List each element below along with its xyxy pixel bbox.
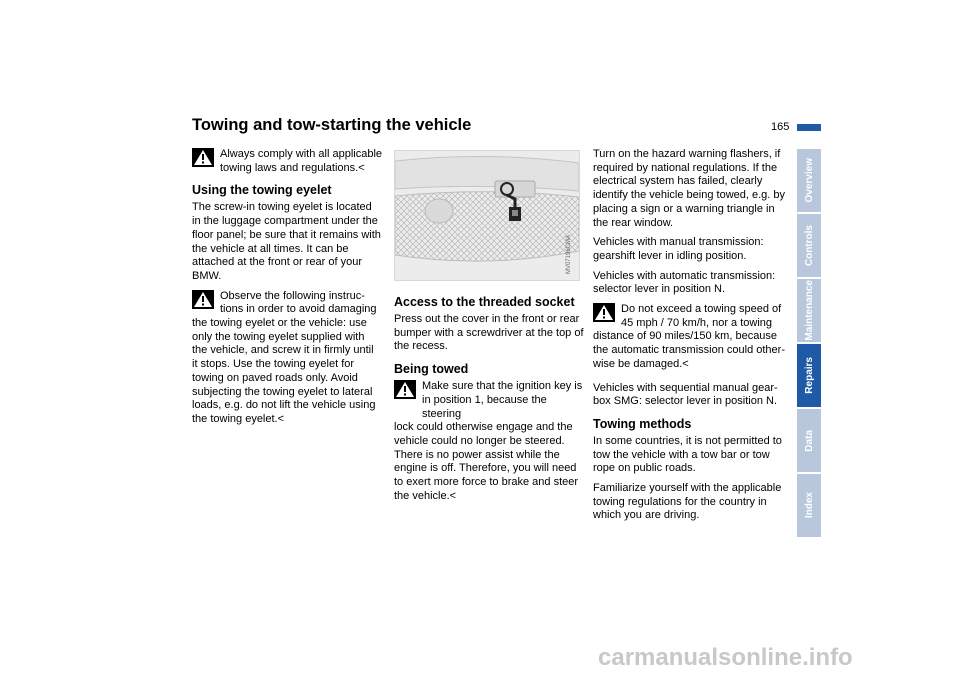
paragraph: Familiarize yourself with the applicable towing regulations for the country in which you are driving. <box>593 482 782 522</box>
section-heading: Access to the threaded socket <box>394 295 575 309</box>
tab-label: Maintenance <box>803 280 815 341</box>
warning-triangle-icon <box>593 303 615 322</box>
tab-repairs[interactable] <box>797 344 821 407</box>
warning-block <box>192 290 382 427</box>
paragraph: The screw-in towing eyelet is located in the luggage compartment under the floor panel; be sure that it remains with the vehicle at all times. It can be attached at the front or rear of your BMW. <box>192 201 381 282</box>
warning-text: Always comply with all applicable towing laws and regulations.< <box>220 148 383 174</box>
tab-controls[interactable] <box>797 214 821 277</box>
figure-code: MV07196CMA <box>566 234 573 274</box>
warning-block <box>394 380 584 503</box>
column-middle <box>394 148 584 509</box>
warning-text-lead: Make sure that the ignition key is in position 1, because the steering <box>422 380 583 420</box>
bumper-drawing <box>395 151 579 280</box>
warning-text-lead: Do not exceed a towing speed of 45 mph / 70 km/h, nor a towing <box>621 303 782 329</box>
paragraph: Vehicles with automatic transmission: selector lever in position N. <box>593 269 776 296</box>
warning-text-lead: Observe the following instruc-tions in order to avoid damaging <box>220 289 377 316</box>
tab-maintenance[interactable] <box>797 279 821 342</box>
watermark: carmanualsonline.info <box>598 644 853 671</box>
paragraph: Press out the cover in the front or rear bumper with a screwdriver at the top of the recess. <box>394 313 584 353</box>
tab-label: Controls <box>803 224 815 267</box>
section-heading: Towing methods <box>593 416 692 431</box>
paragraph: In some countries, it is not permitted to tow the vehicle with a tow bar or tow rope on public roads. <box>593 434 782 475</box>
tab-label: Data <box>803 429 815 452</box>
towing-eyelet-illustration <box>394 150 580 281</box>
paragraph: Turn on the hazard warning flashers, if required by national regulations. If the electrical system has failed, clearly identify the vehicle being towed, e.g. by placing a sign or a warning triangle in the rear window. <box>593 148 786 229</box>
chapter-tabs <box>797 149 821 539</box>
paragraph: Vehicles with sequential manual gear-box SMG: selector lever in position N. <box>593 381 778 408</box>
warning-triangle-icon <box>192 290 214 309</box>
tab-overview[interactable] <box>797 149 821 212</box>
warning-text-rest: the towing eyelet or the vehicle: use only the towing eyelet supplied with the vehicle, and screw it in firmly until it stops. Use the towing eyelet for towing on paved roads only. Avoid subjecting the towing eyelet to lateral loads, e.g. do not lift the vehicle using the towing eyelet.< <box>192 317 376 425</box>
warning-triangle-icon <box>192 148 214 167</box>
warning-block <box>192 148 382 175</box>
page-number: 165 <box>771 121 790 133</box>
section-heading: Using the towing eyelet <box>192 183 332 198</box>
tab-label: Repairs <box>803 357 815 394</box>
warning-triangle-icon <box>394 380 416 399</box>
column-left <box>192 148 382 433</box>
tab-label: Overview <box>803 158 815 203</box>
warning-block <box>593 303 785 372</box>
column-right <box>593 148 785 529</box>
tab-label: Index <box>803 492 815 519</box>
page-title: Towing and tow-starting the vehicle <box>192 116 472 134</box>
page-number-bar <box>797 124 821 131</box>
paragraph: Vehicles with manual transmission: gearshift lever in idling position. <box>593 236 764 262</box>
warning-text-rest: distance of 90 miles/150 km, because the automatic transmission could other-wise be damaged.< <box>593 330 785 370</box>
tab-data[interactable] <box>797 409 821 472</box>
tab-index[interactable] <box>797 474 821 537</box>
section-heading: Being towed <box>394 362 469 377</box>
warning-text-rest: lock could otherwise engage and the vehicle could no longer be steered. There is no power assist while the engine is off. Therefore, you will need to exert more force to brake and steer the vehicle.< <box>394 421 579 502</box>
